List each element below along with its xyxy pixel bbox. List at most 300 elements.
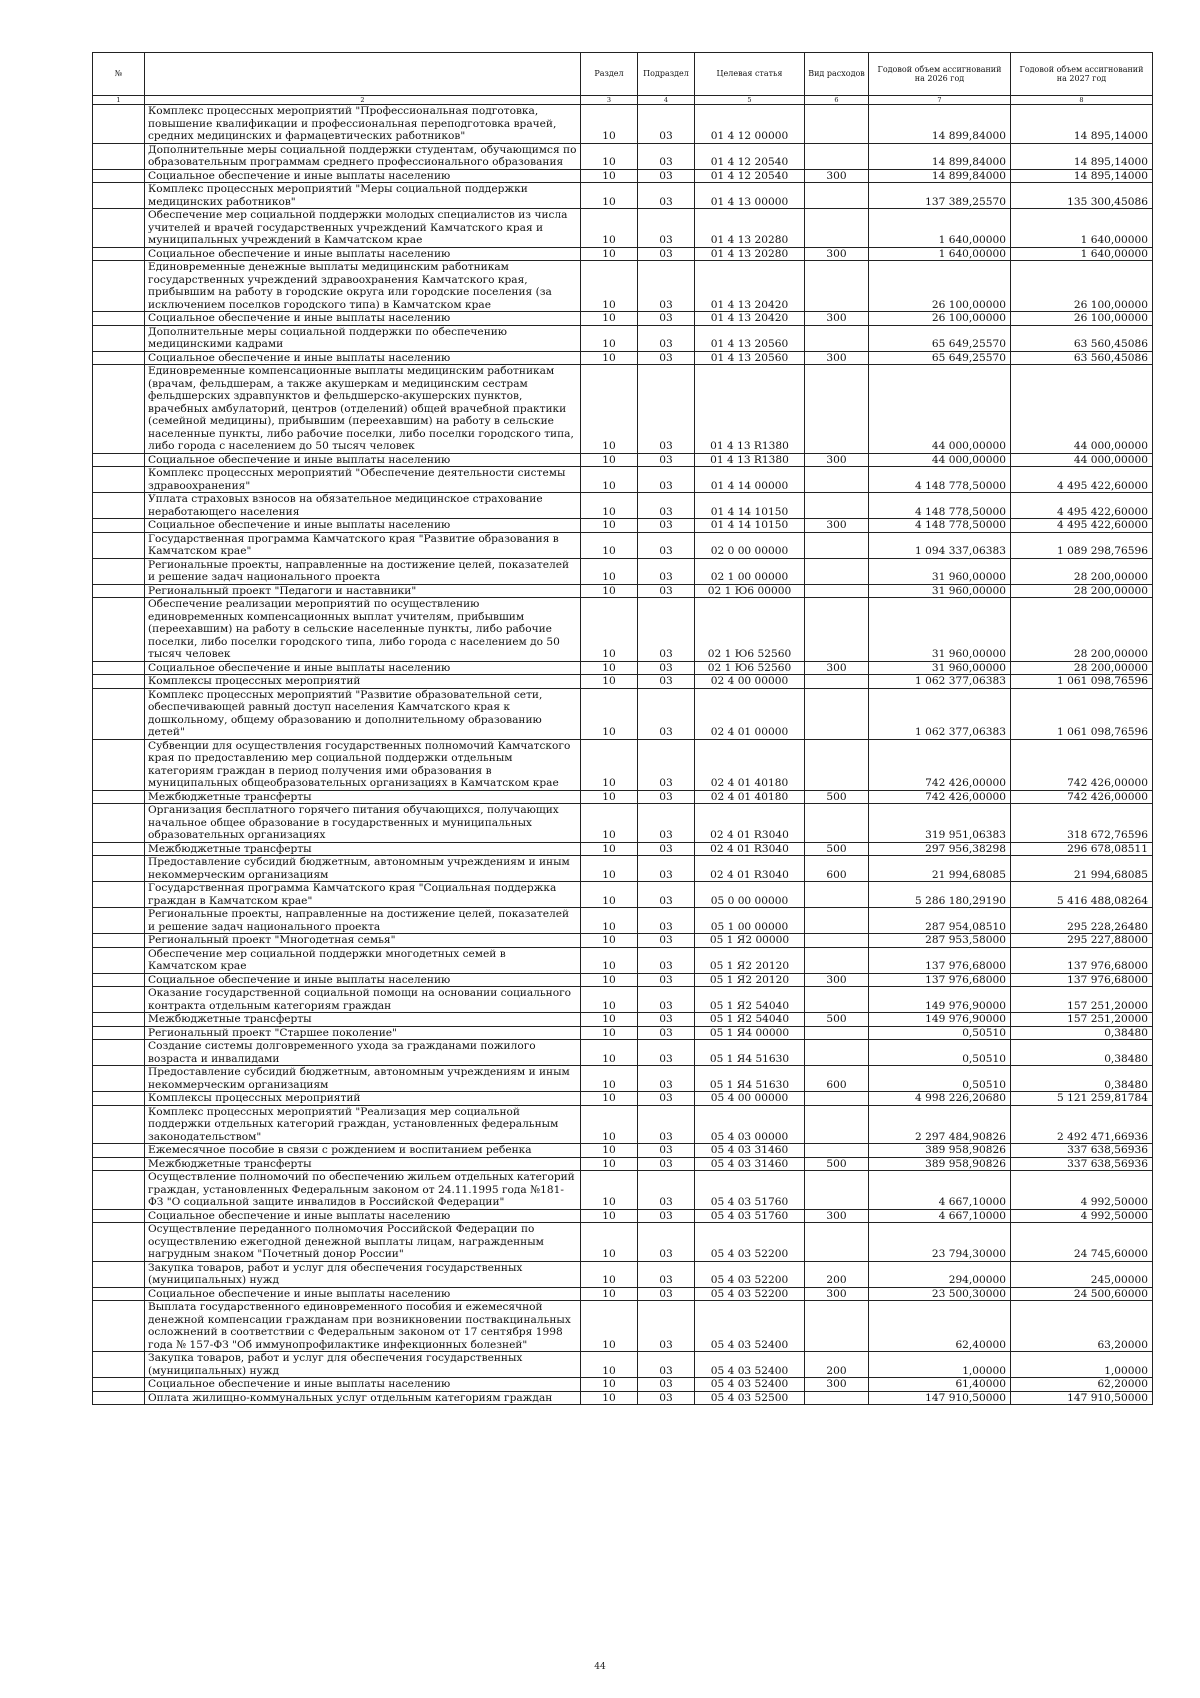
cell-target-article: 05 1 Я4 51630 [695, 1066, 805, 1092]
table-row [93, 1261, 1153, 1287]
cell-volume-2027: 44 000,00000 [1011, 365, 1153, 454]
cell-subsection: 03 [638, 325, 695, 351]
cell-expense-type: 300 [805, 351, 869, 365]
cell-name: Закупка товаров, работ и услуг для обеспечения государственных (муниципальных) нужд [145, 1352, 581, 1378]
cell-subsection: 03 [638, 934, 695, 948]
cell-section: 10 [581, 1013, 638, 1027]
cell-volume-2026: 287 953,58000 [869, 934, 1011, 948]
cell-expense-type [805, 1144, 869, 1158]
cell-section: 10 [581, 882, 638, 908]
cell-target-article: 05 1 Я2 20120 [695, 973, 805, 987]
cell-volume-2027: 742 426,00000 [1011, 790, 1153, 804]
column-number: 6 [805, 96, 869, 105]
cell-subsection: 03 [638, 351, 695, 365]
cell-section: 10 [581, 973, 638, 987]
cell-expense-type: 500 [805, 842, 869, 856]
cell-subsection: 03 [638, 1391, 695, 1405]
table-row [93, 1013, 1153, 1027]
cell-name: Межбюджетные трансферты [145, 790, 581, 804]
cell-volume-2027: 28 200,00000 [1011, 584, 1153, 598]
cell-expense-type [805, 1105, 869, 1144]
cell-name: Обеспечение мер социальной поддержки молодых специалистов из числа учителей и врачей государственных учреждений Камчатского края и муниципальных учреждений в Камчатском крае [145, 209, 581, 248]
cell-expense-type: 500 [805, 1157, 869, 1171]
cell-section: 10 [581, 1209, 638, 1223]
cell-subsection: 03 [638, 261, 695, 312]
table-row [93, 1144, 1153, 1158]
cell-number [93, 1092, 145, 1106]
table-row [93, 584, 1153, 598]
cell-volume-2026: 62,40000 [869, 1301, 1011, 1352]
cell-number [93, 842, 145, 856]
cell-section: 10 [581, 105, 638, 144]
cell-expense-type [805, 987, 869, 1013]
cell-volume-2027: 63 560,45086 [1011, 351, 1153, 365]
cell-volume-2027: 318 672,76596 [1011, 804, 1153, 843]
cell-section: 10 [581, 790, 638, 804]
cell-name: Единовременные компенсационные выплаты медицинским работникам (врачам, фельдшерам, а также акушеркам и медицинским сестрам фельдшерских здравпунктов и фельдшерско-акушерских пунктов, врачебных амбулаторий, центров (отделений) общей врачебной практики (семейной медицины), прибывшим (переехавшим) на работу в сельские населенные пункты, либо рабочие поселки, либо поселки городского типа, либо города с населением до 50 тысяч человек [145, 365, 581, 454]
table-row [93, 661, 1153, 675]
cell-expense-type: 500 [805, 1013, 869, 1027]
cell-subsection: 03 [638, 1092, 695, 1106]
cell-expense-type: 300 [805, 661, 869, 675]
cell-section: 10 [581, 519, 638, 533]
cell-number [93, 1026, 145, 1040]
cell-volume-2026: 2 297 484,90826 [869, 1105, 1011, 1144]
cell-target-article: 05 0 00 00000 [695, 882, 805, 908]
cell-expense-type: 300 [805, 169, 869, 183]
cell-expense-type: 300 [805, 312, 869, 326]
cell-number [93, 739, 145, 790]
cell-name: Региональный проект "Старшее поколение" [145, 1026, 581, 1040]
cell-number [93, 987, 145, 1013]
table-row [93, 519, 1153, 533]
header-volume-2027: Годовой объем ассигнований на 2027 год [1011, 53, 1153, 96]
cell-subsection: 03 [638, 1223, 695, 1262]
cell-volume-2026: 137 976,68000 [869, 973, 1011, 987]
table-row [93, 908, 1153, 934]
cell-volume-2027: 1 061 098,76596 [1011, 688, 1153, 739]
cell-section: 10 [581, 532, 638, 558]
cell-expense-type: 300 [805, 973, 869, 987]
cell-subsection: 03 [638, 804, 695, 843]
cell-name: Комплексы процессных мероприятий [145, 675, 581, 689]
cell-expense-type [805, 325, 869, 351]
cell-section: 10 [581, 908, 638, 934]
cell-number [93, 183, 145, 209]
cell-section: 10 [581, 739, 638, 790]
cell-volume-2027: 1 089 298,76596 [1011, 532, 1153, 558]
table-row [93, 804, 1153, 843]
table-row [93, 183, 1153, 209]
cell-section: 10 [581, 261, 638, 312]
cell-volume-2026: 44 000,00000 [869, 453, 1011, 467]
cell-expense-type: 300 [805, 247, 869, 261]
cell-expense-type: 600 [805, 856, 869, 882]
cell-section: 10 [581, 1066, 638, 1092]
cell-volume-2027: 5 416 488,08264 [1011, 882, 1153, 908]
cell-volume-2027: 337 638,56936 [1011, 1157, 1153, 1171]
table-row [93, 261, 1153, 312]
cell-target-article: 01 4 13 R1380 [695, 453, 805, 467]
table-row [93, 209, 1153, 248]
cell-subsection: 03 [638, 842, 695, 856]
table-row [93, 688, 1153, 739]
cell-number [93, 1223, 145, 1262]
cell-subsection: 03 [638, 143, 695, 169]
cell-volume-2027: 24 500,60000 [1011, 1287, 1153, 1301]
cell-target-article: 01 4 13 20280 [695, 209, 805, 248]
cell-section: 10 [581, 804, 638, 843]
cell-subsection: 03 [638, 312, 695, 326]
cell-expense-type [805, 1301, 869, 1352]
cell-volume-2026: 297 956,38298 [869, 842, 1011, 856]
header-section: Раздел [581, 53, 638, 96]
table-row [93, 1040, 1153, 1066]
table-row [93, 351, 1153, 365]
cell-expense-type: 600 [805, 1066, 869, 1092]
cell-volume-2027: 296 678,08511 [1011, 842, 1153, 856]
cell-name: Социальное обеспечение и иные выплаты населению [145, 519, 581, 533]
cell-subsection: 03 [638, 519, 695, 533]
cell-section: 10 [581, 584, 638, 598]
cell-expense-type [805, 598, 869, 662]
cell-target-article: 05 4 03 51760 [695, 1209, 805, 1223]
cell-volume-2027: 295 227,88000 [1011, 934, 1153, 948]
cell-volume-2026: 742 426,00000 [869, 790, 1011, 804]
table-row [93, 882, 1153, 908]
table-row [93, 1171, 1153, 1210]
cell-name: Социальное обеспечение и иные выплаты населению [145, 661, 581, 675]
cell-target-article: 02 1 Ю6 00000 [695, 584, 805, 598]
cell-volume-2027: 44 000,00000 [1011, 453, 1153, 467]
cell-volume-2027: 245,00000 [1011, 1261, 1153, 1287]
cell-number [93, 143, 145, 169]
cell-volume-2026: 26 100,00000 [869, 261, 1011, 312]
cell-volume-2026: 26 100,00000 [869, 312, 1011, 326]
header-expense-type: Вид расходов [805, 53, 869, 96]
cell-name: Комплекс процессных мероприятий "Реализация мер социальной поддержки отдельных категорий граждан, установленных федеральным законодательством" [145, 1105, 581, 1144]
column-number: 8 [1011, 96, 1153, 105]
cell-target-article: 01 4 12 00000 [695, 105, 805, 144]
cell-section: 10 [581, 247, 638, 261]
cell-expense-type [805, 908, 869, 934]
cell-target-article: 01 4 13 20280 [695, 247, 805, 261]
cell-name: Комплексы процессных мероприятий [145, 1092, 581, 1106]
table-row [93, 169, 1153, 183]
table-row [93, 247, 1153, 261]
cell-target-article: 01 4 14 00000 [695, 467, 805, 493]
cell-target-article: 05 1 Я4 00000 [695, 1026, 805, 1040]
cell-section: 10 [581, 1378, 638, 1392]
cell-number [93, 351, 145, 365]
cell-volume-2026: 1,00000 [869, 1352, 1011, 1378]
cell-section: 10 [581, 351, 638, 365]
cell-number [93, 325, 145, 351]
cell-target-article: 02 0 00 00000 [695, 532, 805, 558]
cell-subsection: 03 [638, 183, 695, 209]
cell-name: Субвенции для осуществления государственных полномочий Камчатского края по предоставлению мер социальной поддержки отдельным категориям граждан в период получения ими образования в муниципальных общеобразовательных организациях в Камчатском крае [145, 739, 581, 790]
cell-name: Межбюджетные трансферты [145, 1157, 581, 1171]
cell-target-article: 05 4 03 52400 [695, 1301, 805, 1352]
cell-volume-2027: 28 200,00000 [1011, 558, 1153, 584]
cell-volume-2027: 1,00000 [1011, 1352, 1153, 1378]
cell-volume-2027: 63 560,45086 [1011, 325, 1153, 351]
cell-section: 10 [581, 1171, 638, 1210]
cell-volume-2026: 4 148 778,50000 [869, 519, 1011, 533]
cell-expense-type [805, 467, 869, 493]
cell-expense-type: 200 [805, 1261, 869, 1287]
cell-number [93, 1301, 145, 1352]
table-row [93, 1378, 1153, 1392]
cell-subsection: 03 [638, 1209, 695, 1223]
cell-volume-2026: 4 667,10000 [869, 1209, 1011, 1223]
cell-expense-type [805, 261, 869, 312]
cell-number [93, 467, 145, 493]
table-row [93, 739, 1153, 790]
cell-expense-type [805, 675, 869, 689]
column-number: 1 [93, 96, 145, 105]
cell-target-article: 01 4 13 00000 [695, 183, 805, 209]
cell-volume-2026: 389 958,90826 [869, 1144, 1011, 1158]
budget-table-page [92, 52, 1152, 1405]
cell-name: Социальное обеспечение и иные выплаты населению [145, 247, 581, 261]
cell-subsection: 03 [638, 987, 695, 1013]
cell-volume-2027: 1 640,00000 [1011, 247, 1153, 261]
cell-number [93, 1066, 145, 1092]
table-row [93, 105, 1153, 144]
budget-allocation-table [92, 52, 1153, 1405]
cell-subsection: 03 [638, 584, 695, 598]
table-row [93, 675, 1153, 689]
cell-number [93, 688, 145, 739]
cell-section: 10 [581, 1352, 638, 1378]
cell-subsection: 03 [638, 532, 695, 558]
table-row [93, 312, 1153, 326]
cell-number [93, 1209, 145, 1223]
table-row [93, 467, 1153, 493]
cell-target-article: 02 1 Ю6 52560 [695, 598, 805, 662]
cell-volume-2027: 24 745,60000 [1011, 1223, 1153, 1262]
page-number: 44 [594, 1662, 606, 1672]
cell-section: 10 [581, 467, 638, 493]
cell-section: 10 [581, 1301, 638, 1352]
cell-expense-type [805, 584, 869, 598]
cell-volume-2027: 0,38480 [1011, 1026, 1153, 1040]
cell-number [93, 169, 145, 183]
cell-volume-2026: 14 899,84000 [869, 169, 1011, 183]
cell-volume-2026: 0,50510 [869, 1066, 1011, 1092]
cell-section: 10 [581, 325, 638, 351]
cell-volume-2027: 26 100,00000 [1011, 312, 1153, 326]
cell-name: Единовременные денежные выплаты медицинским работникам государственных учреждений здравоохранения Камчатского края, прибывшим на работу в городские округа или городские поселения (за исключением поселков городского типа) в Камчатском крае [145, 261, 581, 312]
table-row [93, 856, 1153, 882]
cell-target-article: 01 4 13 20560 [695, 325, 805, 351]
cell-section: 10 [581, 987, 638, 1013]
cell-number [93, 105, 145, 144]
cell-volume-2026: 137 976,68000 [869, 947, 1011, 973]
cell-number [93, 1352, 145, 1378]
cell-volume-2026: 23 794,30000 [869, 1223, 1011, 1262]
cell-name: Комплекс процессных мероприятий "Профессиональная подготовка, повышение квалификации и профессиональная переподготовка врачей, средних медицинских и фармацевтических работников" [145, 105, 581, 144]
cell-volume-2027: 337 638,56936 [1011, 1144, 1153, 1158]
cell-section: 10 [581, 1223, 638, 1262]
cell-section: 10 [581, 598, 638, 662]
cell-section: 10 [581, 209, 638, 248]
cell-name: Обеспечение мер социальной поддержки многодетных семей в Камчатском крае [145, 947, 581, 973]
cell-section: 10 [581, 365, 638, 454]
cell-section: 10 [581, 688, 638, 739]
cell-volume-2026: 31 960,00000 [869, 558, 1011, 584]
table-row [93, 1301, 1153, 1352]
table-row [93, 1352, 1153, 1378]
cell-number [93, 1157, 145, 1171]
cell-subsection: 03 [638, 1171, 695, 1210]
cell-expense-type [805, 105, 869, 144]
table-row [93, 558, 1153, 584]
table-row [93, 842, 1153, 856]
table-row [93, 1287, 1153, 1301]
cell-expense-type: 300 [805, 519, 869, 533]
cell-subsection: 03 [638, 1040, 695, 1066]
cell-target-article: 05 4 03 00000 [695, 1105, 805, 1144]
cell-expense-type [805, 739, 869, 790]
cell-target-article: 05 1 Я2 00000 [695, 934, 805, 948]
table-row [93, 598, 1153, 662]
cell-name: Создание системы долговременного ухода за гражданами пожилого возраста и инвалидами [145, 1040, 581, 1066]
cell-target-article: 05 4 03 52400 [695, 1378, 805, 1392]
cell-name: Оплата жилищно-коммунальных услуг отдельным категориям граждан [145, 1391, 581, 1405]
cell-subsection: 03 [638, 1352, 695, 1378]
cell-section: 10 [581, 1144, 638, 1158]
cell-section: 10 [581, 947, 638, 973]
cell-expense-type [805, 1092, 869, 1106]
table-row [93, 1209, 1153, 1223]
cell-name: Социальное обеспечение и иные выплаты населению [145, 453, 581, 467]
table-row [93, 1223, 1153, 1262]
cell-expense-type [805, 1391, 869, 1405]
table-row [93, 325, 1153, 351]
cell-volume-2027: 1 640,00000 [1011, 209, 1153, 248]
cell-volume-2026: 31 960,00000 [869, 661, 1011, 675]
cell-number [93, 261, 145, 312]
cell-name: Организация бесплатного горячего питания обучающихся, получающих начальное общее образование в государственных и муниципальных образовательных организациях [145, 804, 581, 843]
cell-name: Социальное обеспечение и иные выплаты населению [145, 973, 581, 987]
cell-subsection: 03 [638, 247, 695, 261]
cell-number [93, 1391, 145, 1405]
cell-volume-2026: 137 389,25570 [869, 183, 1011, 209]
cell-volume-2027: 137 976,68000 [1011, 973, 1153, 987]
cell-subsection: 03 [638, 908, 695, 934]
cell-target-article: 05 1 Я4 51630 [695, 1040, 805, 1066]
table-body [93, 105, 1153, 1405]
cell-volume-2026: 5 286 180,29190 [869, 882, 1011, 908]
cell-volume-2026: 14 899,84000 [869, 105, 1011, 144]
cell-target-article: 02 4 00 00000 [695, 675, 805, 689]
cell-subsection: 03 [638, 882, 695, 908]
cell-volume-2027: 4 495 422,60000 [1011, 493, 1153, 519]
cell-subsection: 03 [638, 675, 695, 689]
cell-volume-2027: 21 994,68085 [1011, 856, 1153, 882]
cell-number [93, 1261, 145, 1287]
cell-section: 10 [581, 312, 638, 326]
cell-section: 10 [581, 1105, 638, 1144]
cell-section: 10 [581, 1092, 638, 1106]
cell-volume-2026: 21 994,68085 [869, 856, 1011, 882]
cell-section: 10 [581, 1040, 638, 1066]
cell-number [93, 532, 145, 558]
column-number: 3 [581, 96, 638, 105]
cell-number [93, 493, 145, 519]
table-row [93, 1066, 1153, 1092]
cell-volume-2027: 5 121 259,81784 [1011, 1092, 1153, 1106]
cell-volume-2026: 4 148 778,50000 [869, 493, 1011, 519]
cell-subsection: 03 [638, 105, 695, 144]
table-row [93, 493, 1153, 519]
cell-target-article: 01 4 13 R1380 [695, 365, 805, 454]
header-volume-2026: Годовой объем ассигнований на 2026 год [869, 53, 1011, 96]
table-row [93, 365, 1153, 454]
cell-name: Региональный проект "Педагоги и наставники" [145, 584, 581, 598]
cell-name: Обеспечение реализации мероприятий по осуществлению единовременных компенсационных выплат учителям, прибывшим (переехавшим) на работу в сельские населенные пункты, либо рабочие поселки, либо поселки городского типа, либо города с населением до 50 тысяч человек [145, 598, 581, 662]
cell-volume-2027: 14 895,14000 [1011, 105, 1153, 144]
cell-subsection: 03 [638, 661, 695, 675]
cell-volume-2027: 26 100,00000 [1011, 261, 1153, 312]
column-number-row [93, 96, 1153, 105]
cell-volume-2026: 149 976,90000 [869, 987, 1011, 1013]
cell-volume-2026: 149 976,90000 [869, 1013, 1011, 1027]
cell-subsection: 03 [638, 1013, 695, 1027]
cell-volume-2027: 14 895,14000 [1011, 143, 1153, 169]
table-row [93, 1092, 1153, 1106]
cell-name: Государственная программа Камчатского края "Социальная поддержка граждан в Камчатском крае" [145, 882, 581, 908]
cell-expense-type [805, 1026, 869, 1040]
cell-target-article: 01 4 13 20420 [695, 312, 805, 326]
table-row [93, 1157, 1153, 1171]
cell-number [93, 1040, 145, 1066]
cell-target-article: 02 1 00 00000 [695, 558, 805, 584]
cell-subsection: 03 [638, 1157, 695, 1171]
cell-expense-type [805, 532, 869, 558]
cell-section: 10 [581, 1391, 638, 1405]
cell-number [93, 365, 145, 454]
cell-section: 10 [581, 143, 638, 169]
cell-expense-type [805, 1171, 869, 1210]
cell-volume-2026: 1 640,00000 [869, 247, 1011, 261]
cell-name: Социальное обеспечение и иные выплаты населению [145, 1287, 581, 1301]
cell-name: Социальное обеспечение и иные выплаты населению [145, 351, 581, 365]
cell-volume-2027: 295 228,26480 [1011, 908, 1153, 934]
cell-section: 10 [581, 842, 638, 856]
cell-volume-2026: 23 500,30000 [869, 1287, 1011, 1301]
cell-name: Социальное обеспечение и иные выплаты населению [145, 1378, 581, 1392]
column-number: 5 [695, 96, 805, 105]
cell-volume-2027: 157 251,20000 [1011, 987, 1153, 1013]
header-name [145, 53, 581, 96]
cell-volume-2026: 1 062 377,06383 [869, 688, 1011, 739]
cell-expense-type [805, 1040, 869, 1066]
cell-target-article: 05 4 03 51760 [695, 1171, 805, 1210]
cell-volume-2026: 31 960,00000 [869, 598, 1011, 662]
cell-number [93, 1013, 145, 1027]
cell-section: 10 [581, 1261, 638, 1287]
cell-name: Социальное обеспечение и иные выплаты населению [145, 312, 581, 326]
cell-name: Закупка товаров, работ и услуг для обеспечения государственных (муниципальных) нужд [145, 1261, 581, 1287]
cell-name: Осуществление полномочий по обеспечению жильем отдельных категорий граждан, установленных Федеральным законом от 24.11.1995 года №181-ФЗ "О социальной защите инвалидов в Российской Федерации" [145, 1171, 581, 1210]
cell-expense-type [805, 882, 869, 908]
cell-name: Предоставление субсидий бюджетным, автономным учреждениям и иным некоммерческим организациям [145, 1066, 581, 1092]
cell-expense-type: 300 [805, 1287, 869, 1301]
cell-subsection: 03 [638, 453, 695, 467]
